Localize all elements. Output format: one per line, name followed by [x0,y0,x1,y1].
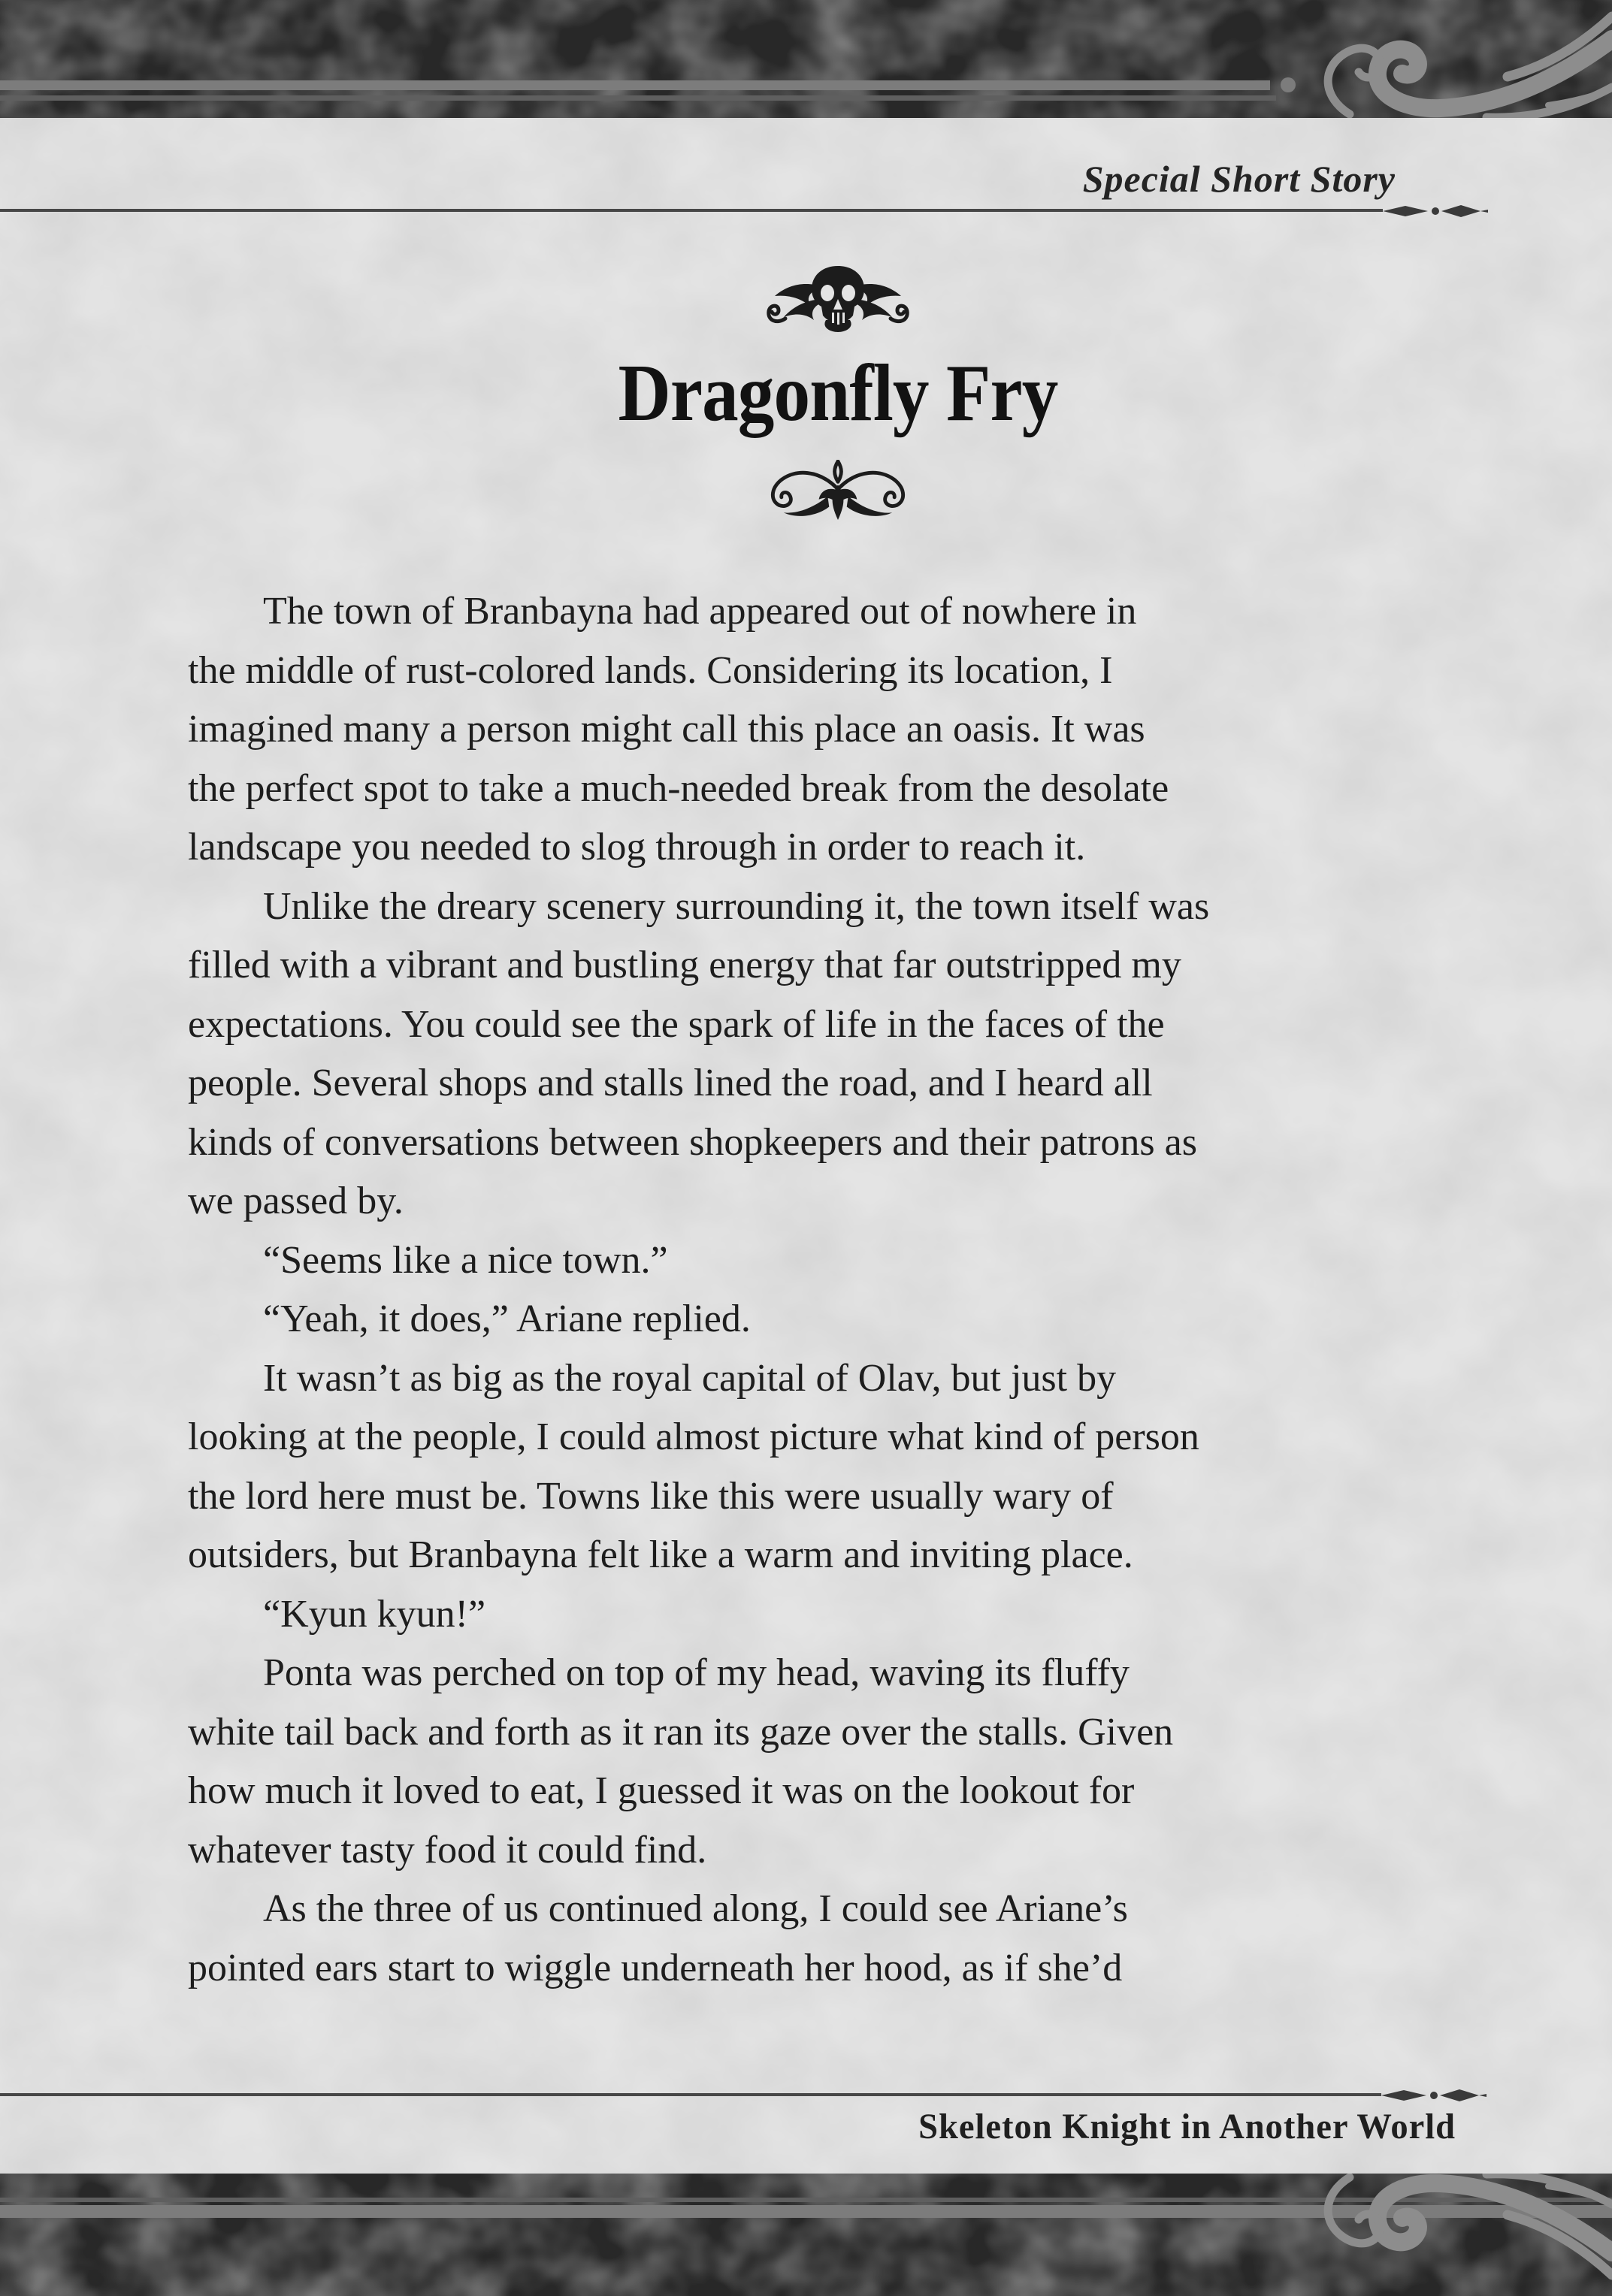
story-line: the lord here must be. Towns like this were usually wary of [188,1474,1114,1518]
story-line: the middle of rust-colored lands. Considering its location, I [188,648,1113,692]
paragraph [188,1349,1465,1585]
story-line: we passed by. [188,1180,404,1222]
paragraph-dialogue [188,1585,1465,1645]
book-title-footer: Skeleton Knight in Another World [918,2107,1456,2146]
story-line: The town of Branbayna had appeared out of nowhere in [263,590,1137,633]
floral-flourish-icon [755,460,921,521]
footer-rule [0,2093,1381,2096]
story-line: pointed ears start to wiggle underneath her hood, as if she’d [188,1946,1123,1989]
story-line: how much it loved to eat, I guessed it was on the lookout for [188,1769,1135,1812]
story-line: As the three of us continued along, I could see Ariane’s [263,1887,1128,1930]
paragraph [188,1880,1465,1998]
story-line: Ponta was perched on top of my head, waving its fluffy [263,1651,1130,1694]
paragraph-dialogue [188,1231,1465,1291]
story-line: kinds of conversations between shopkeepers and their patrons as [188,1120,1197,1164]
story-line: white tail back and forth as it ran its gaze over the stalls. Given [188,1710,1174,1754]
top-border-band [0,0,1612,118]
paragraph [188,1644,1465,1880]
story-text [188,582,1465,1998]
skull-flourish-icon [763,264,913,337]
top-stripe-thin [0,95,1276,101]
paragraph-dialogue [188,1290,1465,1349]
story-line: “Seems like a nice town.” [263,1238,668,1282]
bottom-border-band [0,2174,1612,2296]
story-line: “Yeah, it does,” Ariane replied. [263,1298,751,1340]
stripe-end-dot [1281,77,1296,92]
story-line: Unlike the dreary scenery surrounding it, the town itself was [263,884,1210,928]
story-line: looking at the people, I could almost picture what kind of person [188,1415,1199,1458]
rule-end-diamond-ornament-icon [1381,2086,1486,2105]
paragraph [188,878,1465,1231]
page-title: Dragonfly Fry [618,349,1057,438]
header-rule [0,209,1383,212]
story-line: outsiders, but Branbayna felt like a warm and inviting place. [188,1533,1133,1576]
story-line: people. Several shops and stalls lined the road, and I heard all [188,1062,1153,1104]
story-line: filled with a vibrant and bustling energy that far outstripped my [188,944,1181,986]
paragraph [188,582,1465,878]
story-line: whatever tasty food it could find. [188,1828,707,1872]
story-line: the perfect spot to take a much-needed break from the desolate [188,766,1169,810]
rule-end-diamond-ornament-icon [1383,201,1488,221]
story-line: expectations. You could see the spark of life in the faces of the [188,1002,1165,1046]
section-header: Special Short Story [1082,158,1396,200]
story-line: “Kyun kyun!” [263,1592,486,1636]
top-stripe [0,80,1270,90]
story-line: landscape you needed to slog through in order to reach it. [188,826,1086,869]
story-line: imagined many a person might call this place an oasis. It was [188,708,1145,751]
story-line: It wasn’t as big as the royal capital of Olav, but just by [263,1356,1117,1400]
bottom-stripe-thin [0,2198,1612,2202]
